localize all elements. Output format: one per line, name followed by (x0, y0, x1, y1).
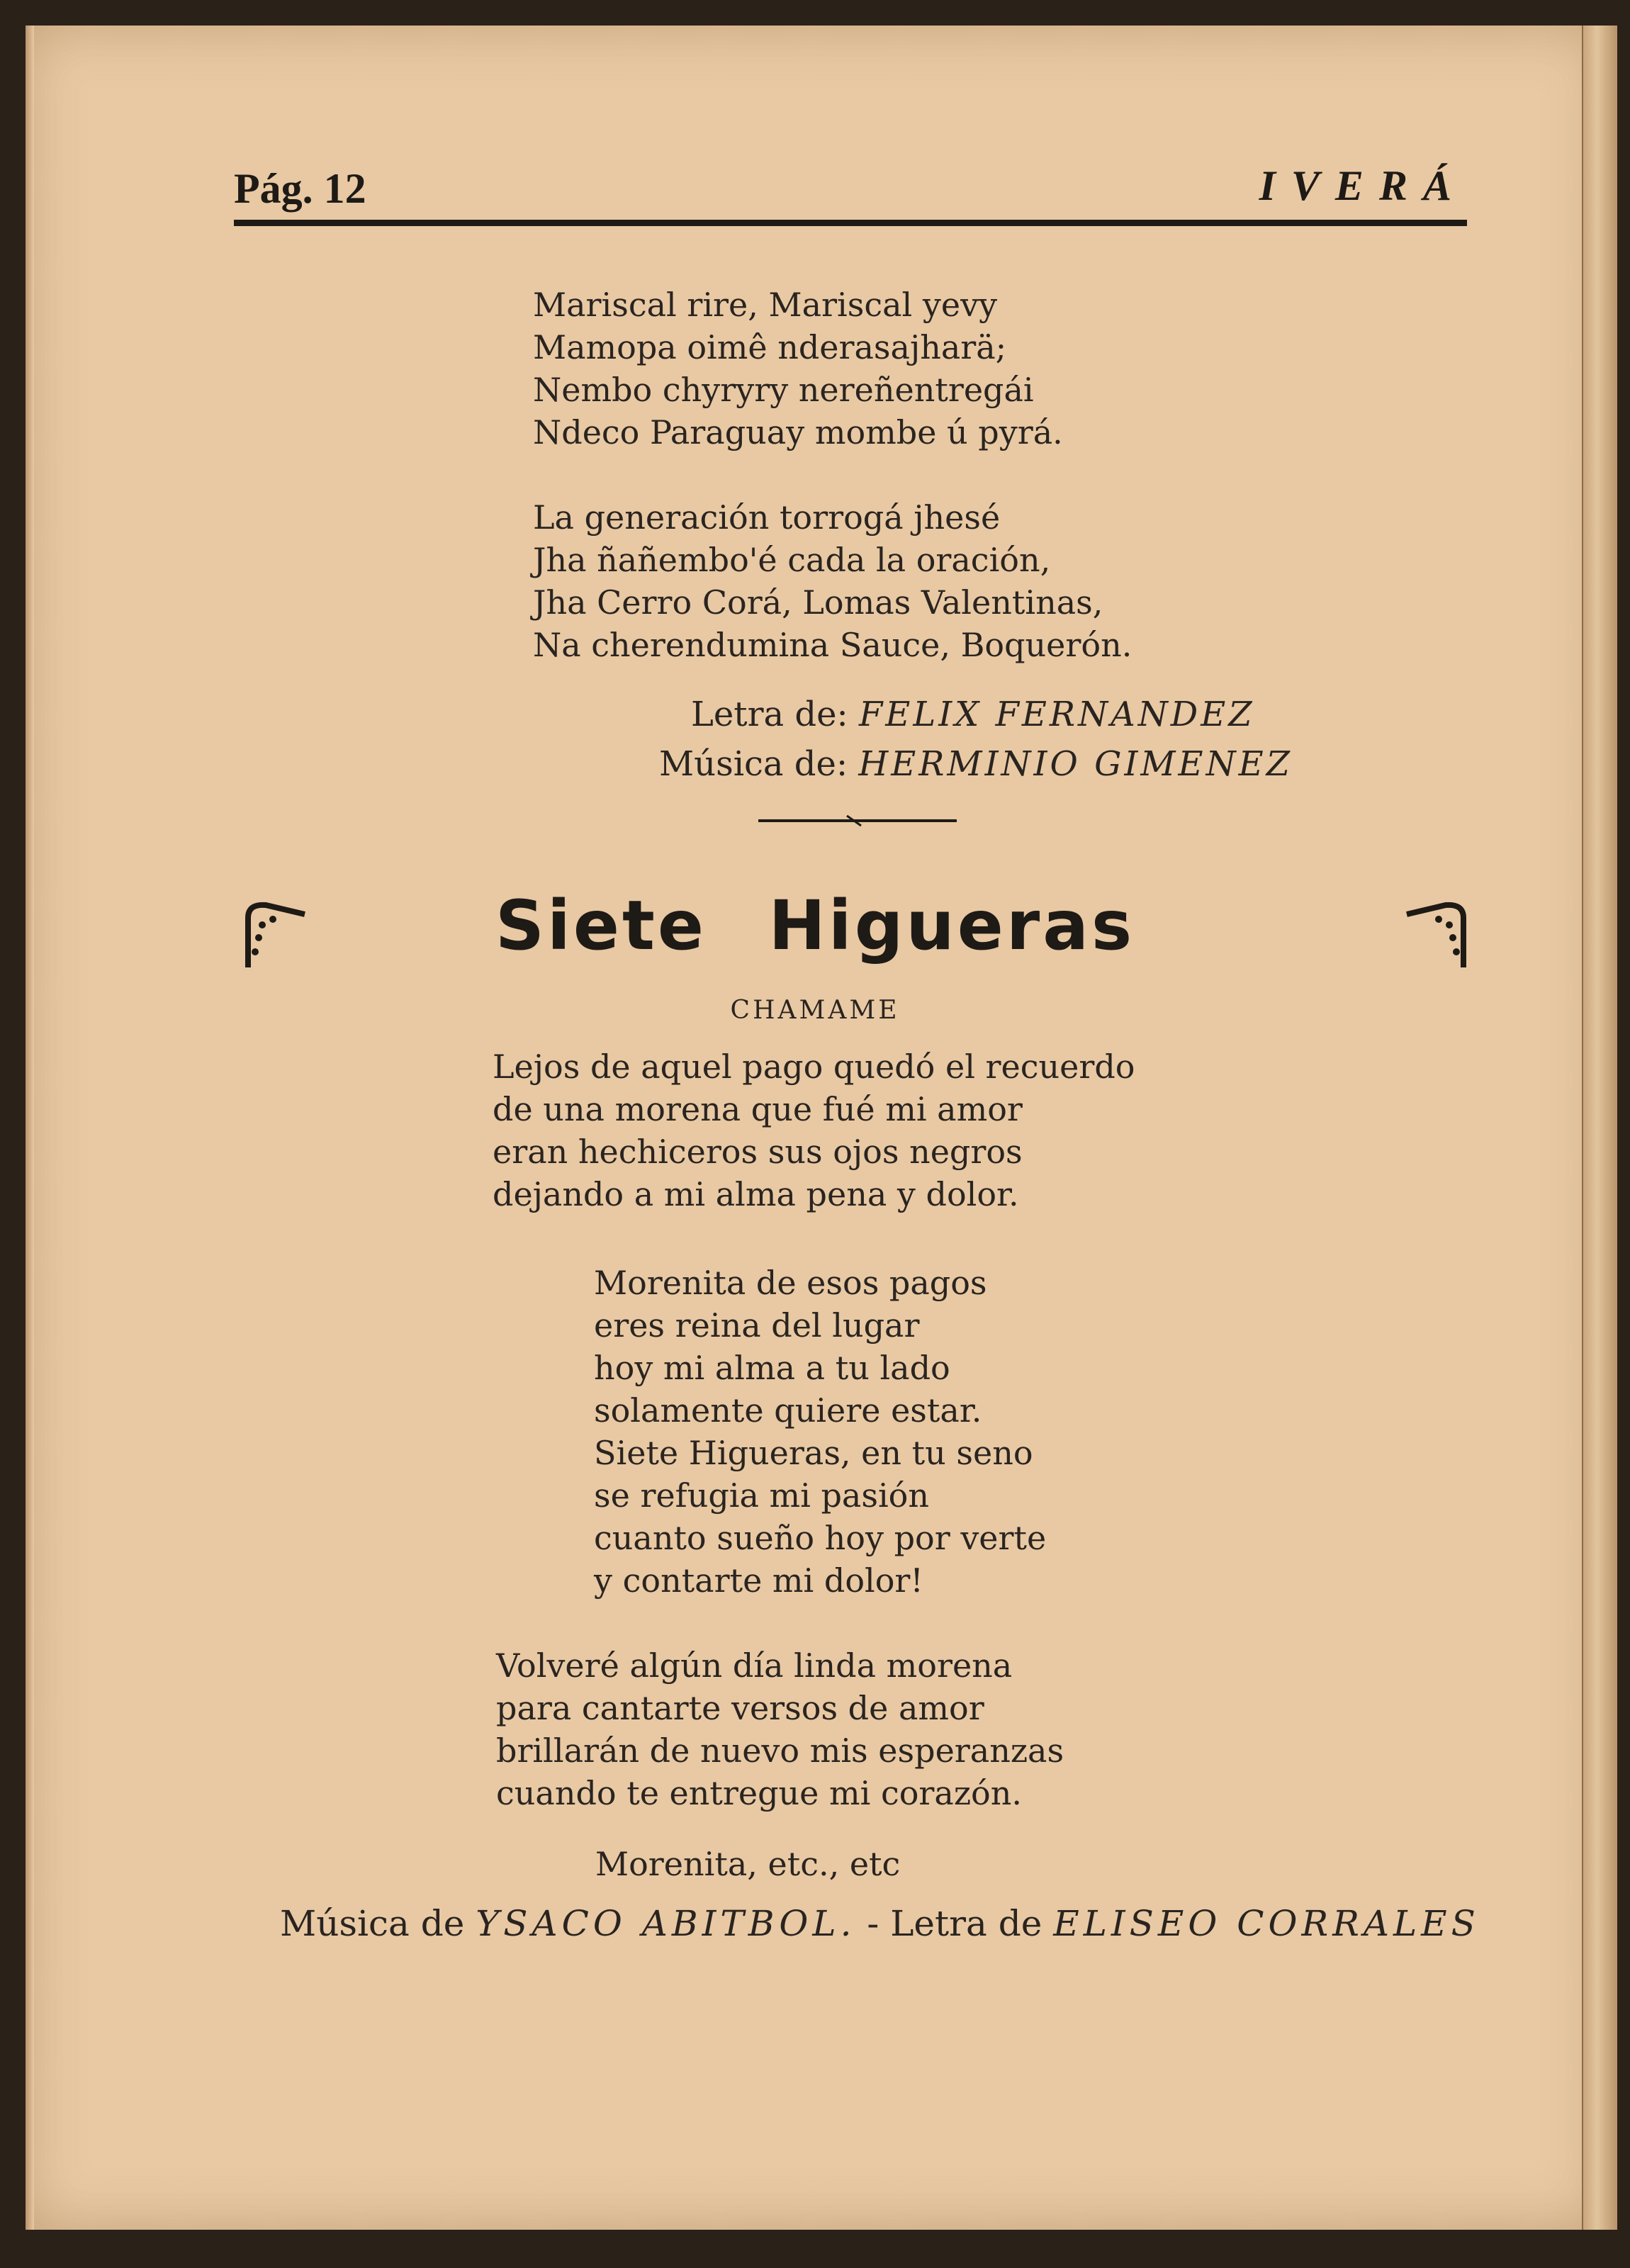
verse-line: Lejos de aquel pago quedó el recuerdo (493, 1048, 1135, 1086)
verse-line: para cantarte versos de amor (496, 1689, 984, 1727)
verse-line: cuando te entregue mi corazón. (496, 1774, 1022, 1812)
verse-line: hoy mi alma a tu lado (594, 1349, 950, 1387)
verse-line: eres reina del lugar (594, 1306, 920, 1344)
song-stanza-2 (496, 1644, 1064, 1814)
verse-line: y contarte mi dolor! (594, 1561, 923, 1600)
music-author: YSACO ABITBOL. (476, 1903, 856, 1944)
verse-line: cuanto sueño hoy por verte (594, 1519, 1047, 1557)
song-chorus (594, 1262, 1046, 1602)
verse-line: Siete Higueras, en tu seno (594, 1434, 1033, 1472)
verse-line: Mamopa oimê nderasajharä; (533, 328, 1007, 366)
page-header (234, 156, 1467, 226)
verse-line: de una morena que fué mi amor (493, 1090, 1023, 1128)
song-genre: CHAMAME (730, 996, 900, 1025)
song-title: Siete Higueras (495, 886, 1135, 965)
previous-song-lyrics-credit (691, 695, 1255, 734)
lyrics-label: Letra de: (691, 695, 848, 734)
previous-song-stanza-1 (533, 284, 1063, 454)
verse-line: Nembo chyryry nereñentregái (533, 371, 1034, 409)
music-label: Música de (280, 1903, 465, 1944)
verse-line: Na cherendumina Sauce, Boquerón. (533, 626, 1132, 664)
verse-line: dejando a mi alma pena y dolor. (493, 1175, 1019, 1213)
verse-line: La generación torrogá jhesé (533, 498, 1001, 537)
lyrics-author: FELIX FERNANDEZ (858, 695, 1255, 734)
song-stanza-1 (493, 1045, 1135, 1216)
verse-line: Morenita, etc., etc (595, 1845, 901, 1883)
magazine-name: IVERÁ (1259, 162, 1467, 209)
verse-line: Jha ñañembo'é cada la oración, (533, 541, 1051, 579)
previous-song-stanza-2 (533, 496, 1132, 666)
song-credits (280, 1903, 1480, 1944)
page-right-edge (1582, 26, 1617, 2230)
page-left-edge (26, 26, 34, 2230)
song-refrain-note (595, 1843, 900, 1885)
music-author: HERMINIO GIMENEZ (858, 744, 1293, 784)
verse-line: Morenita de esos pagos (594, 1264, 987, 1302)
verse-line: se refugia mi pasión (594, 1476, 929, 1515)
previous-song-music-credit (659, 744, 1293, 784)
verse-line: solamente quiere estar. (594, 1391, 982, 1430)
verse-line: Volveré algún día linda morena (496, 1646, 1013, 1685)
verse-line: Ndeco Paraguay mombe ú pyrá. (533, 413, 1063, 451)
section-divider (758, 814, 957, 828)
verse-line: brillarán de nuevo mis esperanzas (496, 1731, 1064, 1770)
lyrics-author: ELISEO CORRALES (1053, 1903, 1480, 1944)
credit-separator: - (867, 1903, 891, 1944)
music-label: Música de: (659, 744, 848, 784)
lyrics-label: Letra de (890, 1903, 1042, 1944)
verse-line: eran hechiceros sus ojos negros (493, 1133, 1023, 1171)
page-number: Pág. 12 (234, 165, 366, 212)
verse-line: Mariscal rire, Mariscal yevy (533, 286, 998, 324)
verse-line: Jha Cerro Corá, Lomas Valentinas, (533, 583, 1103, 622)
